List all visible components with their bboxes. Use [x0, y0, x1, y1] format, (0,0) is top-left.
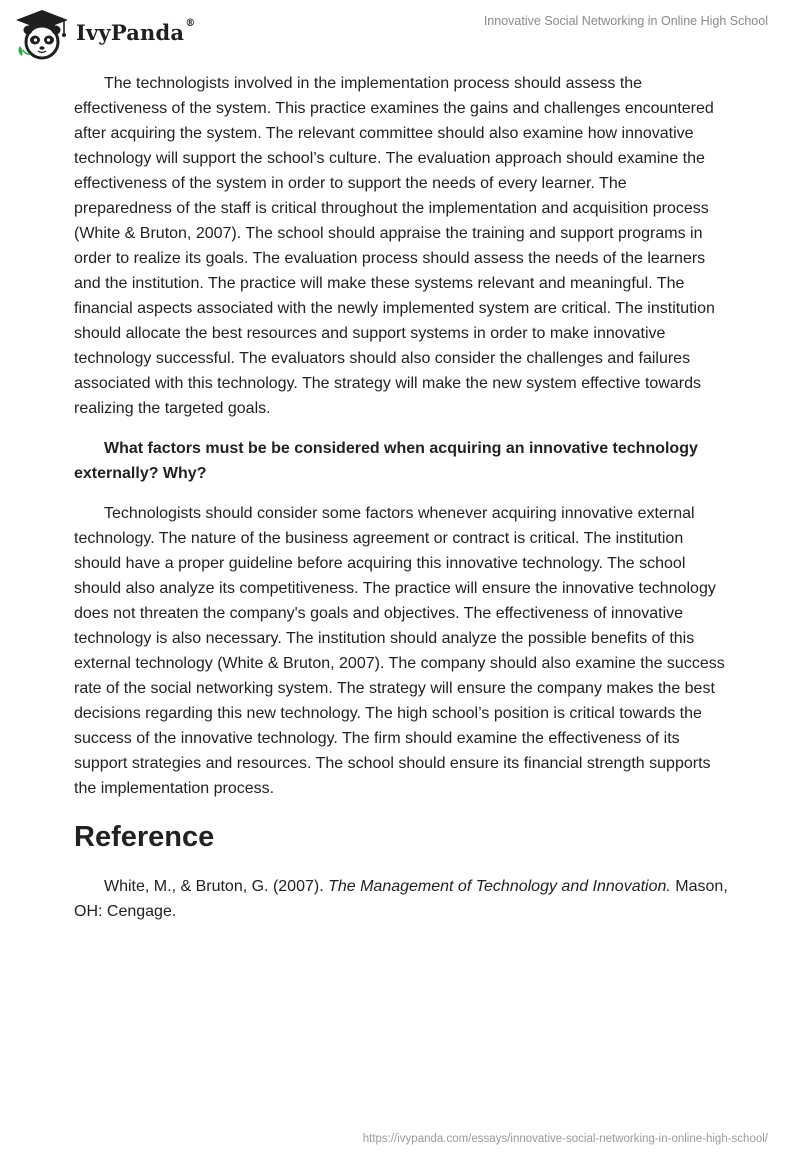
body-paragraph: The technologists involved in the implementation process should assess the effectiveness of the system. This practice examines the gains and challenges encountered after acquiring the system. The relevant committee should also examine how innovative technology will support the school’s culture. The evaluation approach should examine the effectiveness of the system in order to support the needs of every learner. The preparedness of the staff is critical throughout the implementation and acquisition process (White & Bruton, 2007). The school should appraise the training and support programs in order to realize its goals. The evaluation process should assess the needs of the learners and the institution. The practice will make these systems relevant and meaningful. The financial aspects associated with the newly implemented system are critical. The institution should allocate the best resources and support systems in order to make innovative technology successful. The evaluators should also consider the challenges and failures associated with this technology. The strategy will make the new system effective towards realizing the targeted goals.	[74, 75, 715, 417]
reference-entry	[74, 874, 728, 924]
document-title: Innovative Social Networking in Online High School	[483, 14, 768, 28]
body-paragraph: Technologists should consider some factors whenever acquiring innovative external technology. The nature of the business agreement or contract is critical. The institution should have a proper guideline before acquiring this innovative technology. The school should also analyze its competitiveness. The practice will ensure the innovative technology does not threaten the company's goals and objectives. The effectiveness of innovative technology is also necessary. The institution should analyze the possible benefits of this external technology (White & Bruton, 2007). The company should also examine the success rate of the social networking system. The strategy will ensure the company makes the best decisions regarding this new technology. The high school’s position is critical towards the success of the innovative technology. The firm should examine the effectiveness of its support strategies and resources. The school should ensure its financial strength supports the implementation process.	[74, 505, 725, 797]
page-header	[0, 0, 800, 70]
ivypanda-logo[interactable]	[14, 8, 204, 60]
reference-authors: White, M., & Bruton, G. (2007).	[104, 878, 329, 895]
source-url[interactable]: https://ivypanda.com/essays/innovative-social-networking-in-online-high-school/	[362, 1133, 768, 1145]
panda-graduate-icon	[14, 8, 70, 60]
reference-heading: Reference	[74, 821, 215, 853]
reference-publisher: Mason, OH: Cengage.	[74, 878, 728, 920]
brand-name: IvyPanda®	[76, 18, 196, 45]
reference-book-title: The Management of Technology and Innovation.	[328, 878, 671, 895]
essay-content	[74, 71, 728, 924]
section-question: What factors must be be considered when acquiring an innovative technology externally? Why?	[74, 440, 698, 482]
